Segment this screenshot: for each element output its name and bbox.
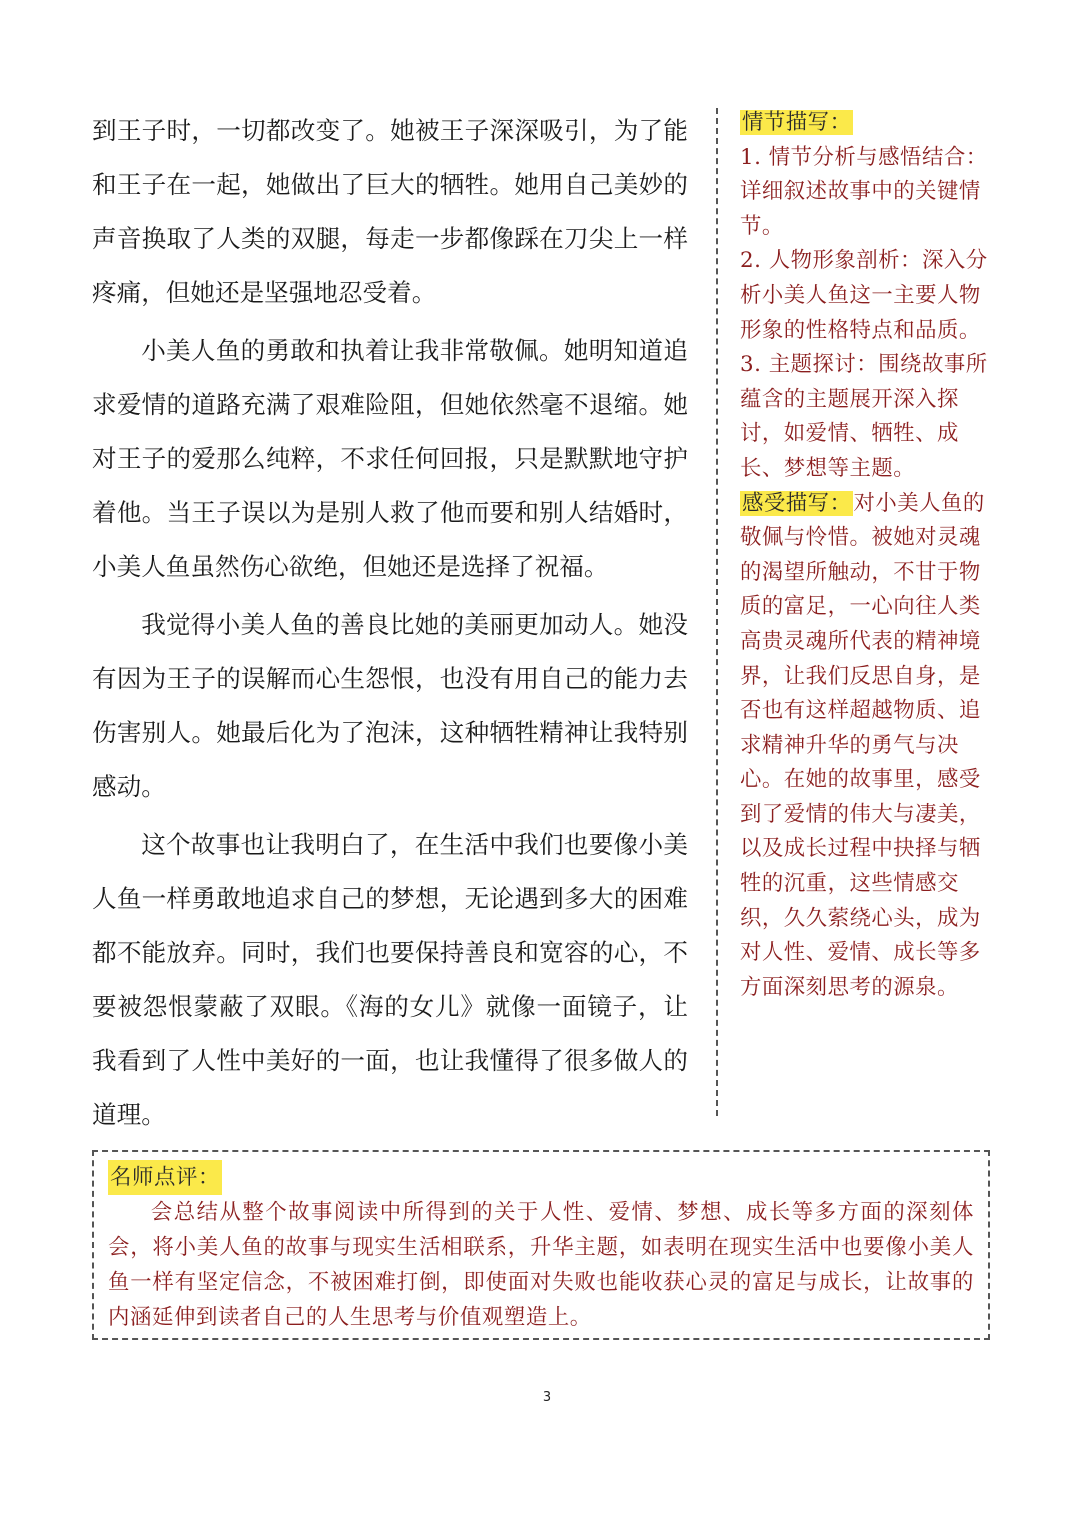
essay-paragraph: 我觉得小美人鱼的善良比她的美丽更加动人。她没有因为王子的误解而心生怨恨，也没有用自己的能力去伤害别人。她最后化为了泡沫，这种牺牲精神让我特别感动。 bbox=[92, 610, 688, 801]
essay-paragraph: 到王子时，一切都改变了。她被王子深深吸引，为了能和王子在一起，她做出了巨大的牺牲。她用自己美妙的声音换取了人类的双腿，每走一步都像踩在刀尖上一样疼痛，但她还是坚强地忍受着。 bbox=[92, 116, 688, 307]
dashed-divider bbox=[716, 108, 718, 1116]
plot-annotation-title: 情节描写： bbox=[742, 110, 852, 135]
teacher-review-title: 名师点评： bbox=[108, 1160, 222, 1195]
page-number: 3 bbox=[542, 1390, 552, 1405]
annotation-column bbox=[740, 106, 990, 1005]
plot-annotation-item: 2. 人物形象剖析：深入分析小美人鱼这一主要人物形象的性格特点和品质。 bbox=[740, 248, 988, 343]
teacher-review-box bbox=[92, 1150, 990, 1340]
essay-body bbox=[92, 104, 688, 1146]
feeling-annotation-body: 对小美人鱼的敬佩与怜惜。被她对灵魂的渴望所触动，不甘于物质的富足，一心向往人类高贵灵魂所代表的精神境界，让我们反思自身，是否也有这样超越物质、追求精神升华的勇气与决心。在她的故事里，感受到了爱情的伟大与凄美，以及成长过程中抉择与牺牲的沉重，这些情感交织，久久萦绕心头，成为对人性、爱情、成长等多方面深刻思考的源泉。 bbox=[740, 490, 985, 1000]
feeling-annotation-title: 感受描写： bbox=[742, 490, 852, 516]
essay-paragraph: 小美人鱼的勇敢和执着让我非常敬佩。她明知道追求爱情的道路充满了艰难险阻，但她依然毫不退缩。她对王子的爱那么纯粹，不求任何回报，只是默默地守护着他。当王子误以为是别人救了他而要和别人结婚时，小美人鱼虽然伤心欲绝，但她还是选择了祝福。 bbox=[92, 336, 688, 581]
essay-paragraph: 这个故事也让我明白了，在生活中我们也要像小美人鱼一样勇敢地追求自己的梦想，无论遇到多大的困难都不能放弃。同时，我们也要保持善良和宽容的心，不要被怨恨蒙蔽了双眼。《海的女儿》就像一面镜子，让我看到了人性中美好的一面，也让我懂得了很多做人的道理。 bbox=[92, 830, 688, 1129]
plot-annotation-item: 3. 主题探讨：围绕故事所蕴含的主题展开深入探讨，如爱情、牺牲、成长、梦想等主题。 bbox=[740, 352, 988, 481]
teacher-review-body: 会总结从整个故事阅读中所得到的关于人性、爱情、梦想、成长等多方面的深刻体会，将小美人鱼的故事与现实生活相联系，升华主题，如表明在现实生活中也要像小美人鱼一样有坚定信念，不被困难打倒，即使面对失败也能收获心灵的富足与成长，让故事的内涵延伸到读者自己的人生思考与价值观塑造上。 bbox=[108, 1200, 974, 1330]
plot-annotation-item: 1. 情节分析与感悟结合：详细叙述故事中的关键情节。 bbox=[740, 144, 988, 239]
